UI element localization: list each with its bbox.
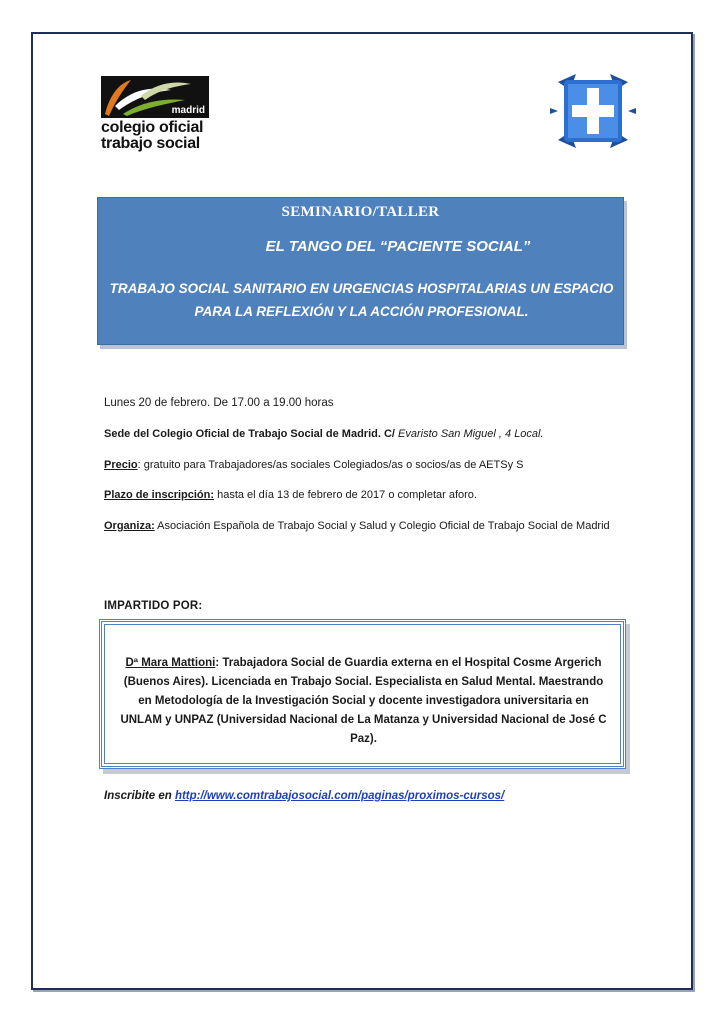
logo-madrid-text: madrid xyxy=(171,105,205,116)
speakers-heading: IMPARTIDO POR: xyxy=(104,600,203,612)
speaker-bio xyxy=(120,654,607,749)
price-value: : gratuito para Trabajadores/as sociales Colegiados/as o socios/as de AETSy S xyxy=(137,459,524,471)
signup-prefix: Inscribite en xyxy=(104,790,175,802)
logo-line-2: trabajo social xyxy=(101,135,200,152)
deadline-label: Plazo de inscripción: xyxy=(104,489,215,501)
venue-prefix: Sede del Colegio Oficial de Trabajo Social de Madrid. C/ xyxy=(104,428,395,440)
cross-emblem-icon xyxy=(548,68,638,154)
price-label: Precio xyxy=(104,459,138,471)
deadline-value: hasta el día 13 de febrero de 2017 o completar aforo. xyxy=(214,489,477,501)
speaker-name: Dª Mara Mattioni xyxy=(125,657,216,669)
event-type: SEMINARIO/TALLER xyxy=(281,204,440,220)
title-banner xyxy=(97,197,624,345)
organizer-value: Asociación Española de Trabajo Social y Salud y Colegio Oficial de Trabajo Social de Madrid xyxy=(154,520,610,532)
event-venue xyxy=(104,426,544,443)
colegio-oficial-logo xyxy=(101,76,213,154)
logo-line-1: colegio oficial xyxy=(101,119,204,136)
signup-line xyxy=(104,790,504,802)
event-date: Lunes 20 de febrero. De 17.00 a 19.00 horas xyxy=(104,397,334,409)
page-border xyxy=(31,32,693,990)
venue-address: Evaristo San Miguel , 4 Local. xyxy=(394,428,544,440)
speaker-description: : Trabajadora Social de Guardia externa en el Hospital Cosme Argerich (Buenos Aires). Licenciada en Trabajo Social. Especialista en Salud Mental. Maestrando en Metodología de la Investigación Social y docente investigadora universitaria en UNLAM y UNPAZ (Universidad Nacional de La Matanza y Universidad Nacional de José C Paz). xyxy=(120,657,607,745)
event-title: EL TANGO DEL “PACIENTE SOCIAL” xyxy=(265,238,531,255)
event-subtitle: TRABAJO SOCIAL SANITARIO EN URGENCIAS HOSPITALARIAS UN ESPACIO PARA LA REFLEXIÓN Y LA ACCIÓN PROFESIONAL. xyxy=(109,281,614,319)
event-price xyxy=(104,457,523,474)
speaker-box xyxy=(99,619,626,769)
event-organizer xyxy=(104,518,619,535)
colegio-logo-mark xyxy=(101,76,209,118)
signup-link[interactable]: http://www.comtrabajosocial.com/paginas/proximos-cursos/ xyxy=(174,790,505,802)
organizer-label: Organiza: xyxy=(104,520,155,532)
event-deadline xyxy=(104,487,477,504)
